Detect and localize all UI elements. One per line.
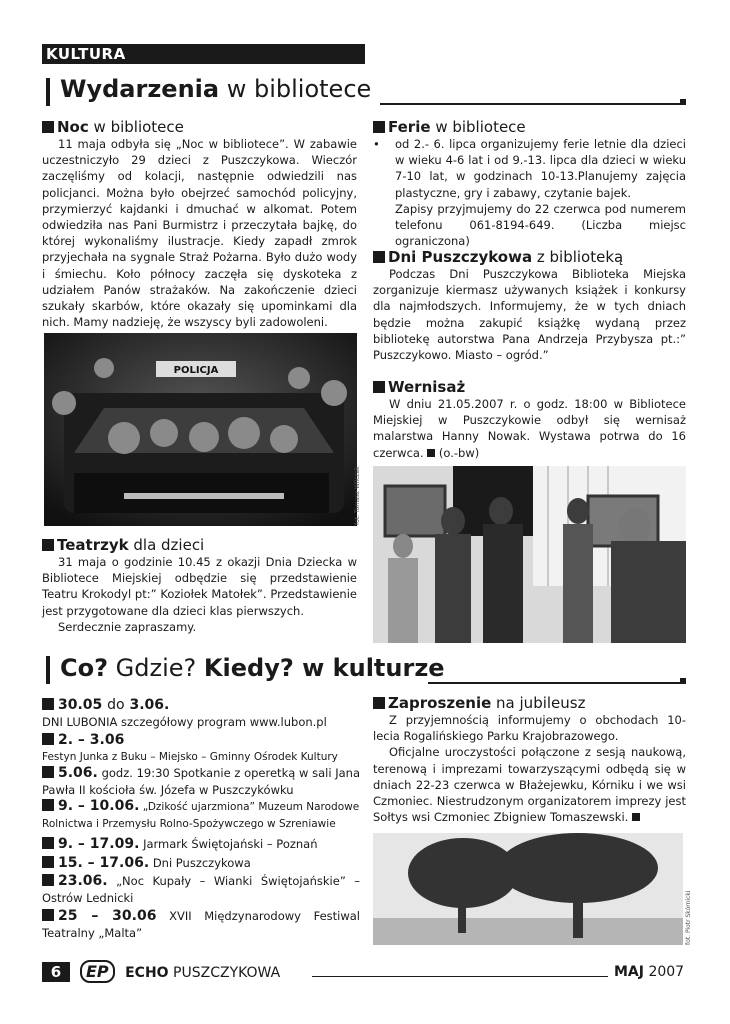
- list-item: 15. – 17.06. Dni Puszczykowa: [42, 855, 360, 872]
- section-label: KULTURA: [42, 44, 365, 64]
- photo-exhibition: [373, 466, 686, 643]
- dni-text: Podczas Dni Puszczykowa Biblioteka Miejska zorganizuje kiermasz używanych książek i konkursy dla najmłodszych. Informujemy, że w tych dniach będzie można zakupić książkę wydaną przez bibliotekę autorstwa Pana Andrzeja Przybysza pt.:” Puszczykowo. Miasto – ogród.”: [373, 267, 686, 363]
- zaproszenie-text: Z przyjemnością informujemy o obchodach 10-lecia Rogalińskiego Parku Krajobrazowego. Oficjalne uroczystości połączone z sesją naukową, terenową i imprezami towarzyszącymi odbędą się w dniach 22-23 czerwca w Błażejewku, Kórniku i we wsi Czmoniec. Niestrudzonym organizatorem imprezy jest Sołtys wsi Czmoniec Zbigniew Tomaszewski.: [373, 713, 686, 825]
- photo-oak-trees: [373, 833, 683, 945]
- list-item: 30.05 do 3.06. DNI LUBONIA szczegółowy program www.lubon.pl: [42, 697, 327, 729]
- photo-credit-3: fot. Piotr Skórnicki: [685, 890, 692, 945]
- page-number: 6: [42, 962, 70, 982]
- heading-rule: [46, 656, 50, 684]
- photo-credit-1: fot. Tomasz Wilczak: [354, 466, 361, 525]
- events-list: [42, 696, 360, 941]
- bullet: •: [373, 137, 380, 151]
- heading-bold: Wydarzenia: [60, 75, 220, 103]
- noc-title: Noc w bibliotece: [42, 118, 184, 136]
- wernisaz-text: [373, 396, 686, 461]
- heading-light: w bibliotece: [226, 75, 372, 103]
- ferie-text: • od 2.- 6. lipca organizujemy ferie letnie dla dzieci w wieku 4-6 lat i od 9.-13. lipca dla dzieci w wieku 7-10 lat, w godzinach 10-13.Planujemy zajęcia plastyczne, gry i zabawy, czytanie bajek. Zapisy przyjmujemy do 22 czerwca pod numerem telefonu 061-8194-649. (Liczba miejsc ograniczona): [373, 137, 686, 249]
- list-item: 9. – 10.06. „Dzikość ujarzmiona” Muzeum Narodowe Rolnictwa i Przemysłu Rolno-Spożywczego w Szreniawie: [42, 798, 360, 830]
- bullet-square-icon: [373, 121, 385, 133]
- zaproszenie-title: Zaproszenie na jubileusz: [373, 694, 585, 712]
- heading-co-gdzie-kiedy: Co? Gdzie? Kiedy? w kulturze: [60, 654, 445, 682]
- ep-logo-icon: EP: [80, 960, 115, 983]
- end-square-icon: [427, 449, 435, 457]
- bullet-square-icon: [373, 251, 385, 263]
- wernisaz-body: W dniu 21.05.2007 r. o godz. 18:00 w Bibliotece Miejskiej w Puszczykowie odbył się wernisaż malarstwa Hanny Nowak. Wystawa potrwa do 16 czerwca.: [373, 397, 686, 460]
- end-square-icon: [632, 813, 640, 821]
- bullet-square-icon: [42, 121, 54, 133]
- list-item: 2. – 3.06 Festyn Junka z Buku – Miejsko – Gminny Ośrodek Kultury: [42, 731, 338, 763]
- dni-title: Dni Puszczykowa z biblioteką: [373, 248, 623, 266]
- zaproszenie-body: Oficjalne uroczystości połączone z sesją naukową, terenową i imprezami towarzyszącymi odbędą się w dniach 22-23 czerwca w Błażejewku, Kórniku i we wsi Czmoniec. Niestrudzonym organizatorem imprezy jest Sołtys wsi Czmoniec Zbigniew Tomaszewski.: [373, 745, 686, 825]
- footer-brand: EP ECHO PUSZCZYKOWA: [80, 962, 280, 983]
- end-square: [680, 678, 686, 684]
- police-sign: POLICJA: [173, 365, 219, 376]
- wernisaz-title: Wernisaż: [373, 378, 465, 396]
- ferie-title: Ferie w bibliotece: [373, 118, 526, 136]
- heading-rule: [46, 78, 50, 106]
- list-item: 23.06. „Noc Kupały – Wianki Świętojańskie” – Ostrów Lednicki: [42, 873, 361, 905]
- bullet-square-icon: [373, 381, 385, 393]
- heading-underline: [380, 103, 682, 105]
- heading-wydarzenia: [60, 74, 371, 104]
- bullet-square-icon: [373, 697, 385, 709]
- footer-date: MAJ 2007: [614, 964, 685, 980]
- noc-text: 11 maja odbyła się „Noc w bibliotece”. W zabawie uczestniczyło 29 dzieci z Puszczykowa. Wieczór zaczęliśmy od kolacji, następnie odwiedzili nas policjanci. Można było obejrzeć samochód policyjny, przymierzyć kajdanki i dmuchać w alkomat. Potem odwiedziła nas Pani Burmistrz i przeczytała bajkę, do której wykonaliśmy ilustracje. Kiedy zapadł zmrok przyjechała na sygnale Straż Pożarna. Było dużo wody i śmiechu. Koło północy zaczęła się dyskoteka z udziałem Panów strażaków. Na zakończenie dzieci szukały skarbów, które okazały się upominkami dla nich. Mamy nadzieję, że wszyscy byli zadowoleni.: [42, 137, 357, 330]
- wernisaz-sign: (o.-bw): [438, 445, 480, 460]
- footer-rule: [312, 976, 608, 977]
- photo-police-car: [44, 333, 357, 526]
- list-item: 5.06. godz. 19:30 Spotkanie z operetką w sali Jana Pawła II kościoła św. Józefa w Puszczykówku: [42, 765, 360, 797]
- list-item: 9. – 17.09. Jarmark Świętojański – Poznań: [42, 836, 360, 853]
- list-item: 25 – 30.06 XVII Międzynarodowy Festiwal Teatralny „Malta”: [42, 908, 360, 940]
- end-square: [680, 99, 686, 105]
- heading-underline: [428, 682, 682, 684]
- teatrzyk-title: Teatrzyk dla dzieci: [42, 536, 204, 554]
- bullet-square-icon: [42, 539, 54, 551]
- teatrzyk-text: 31 maja o godzinie 10.45 z okazji Dnia Dziecka w Bibliotece Miejskiej odbędzie się przedstawienie Teatru Krokodyl pt:” Koziołek Matołek”. Przedstawienie jest przygotowane dla dzieci klas pierwszych. Serdecznie zapraszamy.: [42, 555, 357, 634]
